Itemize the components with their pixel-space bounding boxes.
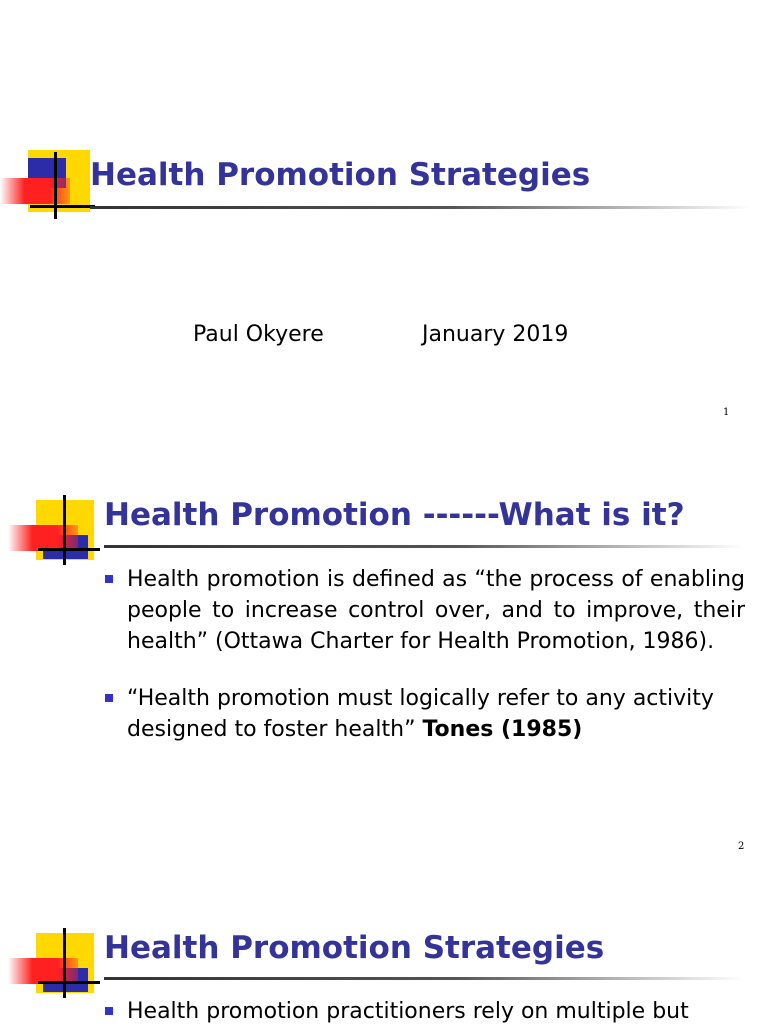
- slide-title: Health Promotion Strategies: [90, 157, 591, 193]
- slide-title: Health Promotion ------What is it?: [104, 497, 685, 533]
- slide-1: [0, 0, 768, 440]
- slide-logo-icon: [0, 150, 100, 225]
- author-name: Paul Okyere: [193, 322, 324, 347]
- slide-3: [0, 880, 768, 1024]
- slide-title: Health Promotion Strategies: [104, 930, 605, 966]
- slide-logo-icon: [8, 495, 108, 570]
- bullet-item: [103, 683, 745, 745]
- presentation-date: January 2019: [422, 322, 569, 347]
- slide-2: [0, 440, 768, 880]
- bullet-square-icon: [105, 694, 113, 702]
- title-underline: [104, 977, 744, 980]
- bullet-square-icon: [105, 1007, 113, 1015]
- bullet-list: [103, 564, 745, 745]
- slide-logo-icon: [8, 928, 108, 1003]
- bullet-item: [103, 996, 745, 1027]
- title-underline: [104, 545, 744, 548]
- page-number: 1: [723, 407, 730, 418]
- bullet-citation: Tones (1985): [422, 717, 583, 742]
- bullet-square-icon: [105, 575, 113, 583]
- page-number: 2: [738, 841, 745, 852]
- bullet-list: [103, 996, 745, 1027]
- bullet-item: [103, 564, 745, 657]
- bullet-text: Health promotion is defined as “the process of enabling people to increase control over, and to improve, their health” (Ottawa Charter for Health Promotion, 1986).: [127, 567, 745, 654]
- title-underline: [90, 206, 750, 209]
- bullet-text: “Health promotion must logically refer to any activity designed to foster health”: [127, 686, 714, 742]
- bullet-text: Health promotion practitioners rely on multiple but: [127, 999, 689, 1024]
